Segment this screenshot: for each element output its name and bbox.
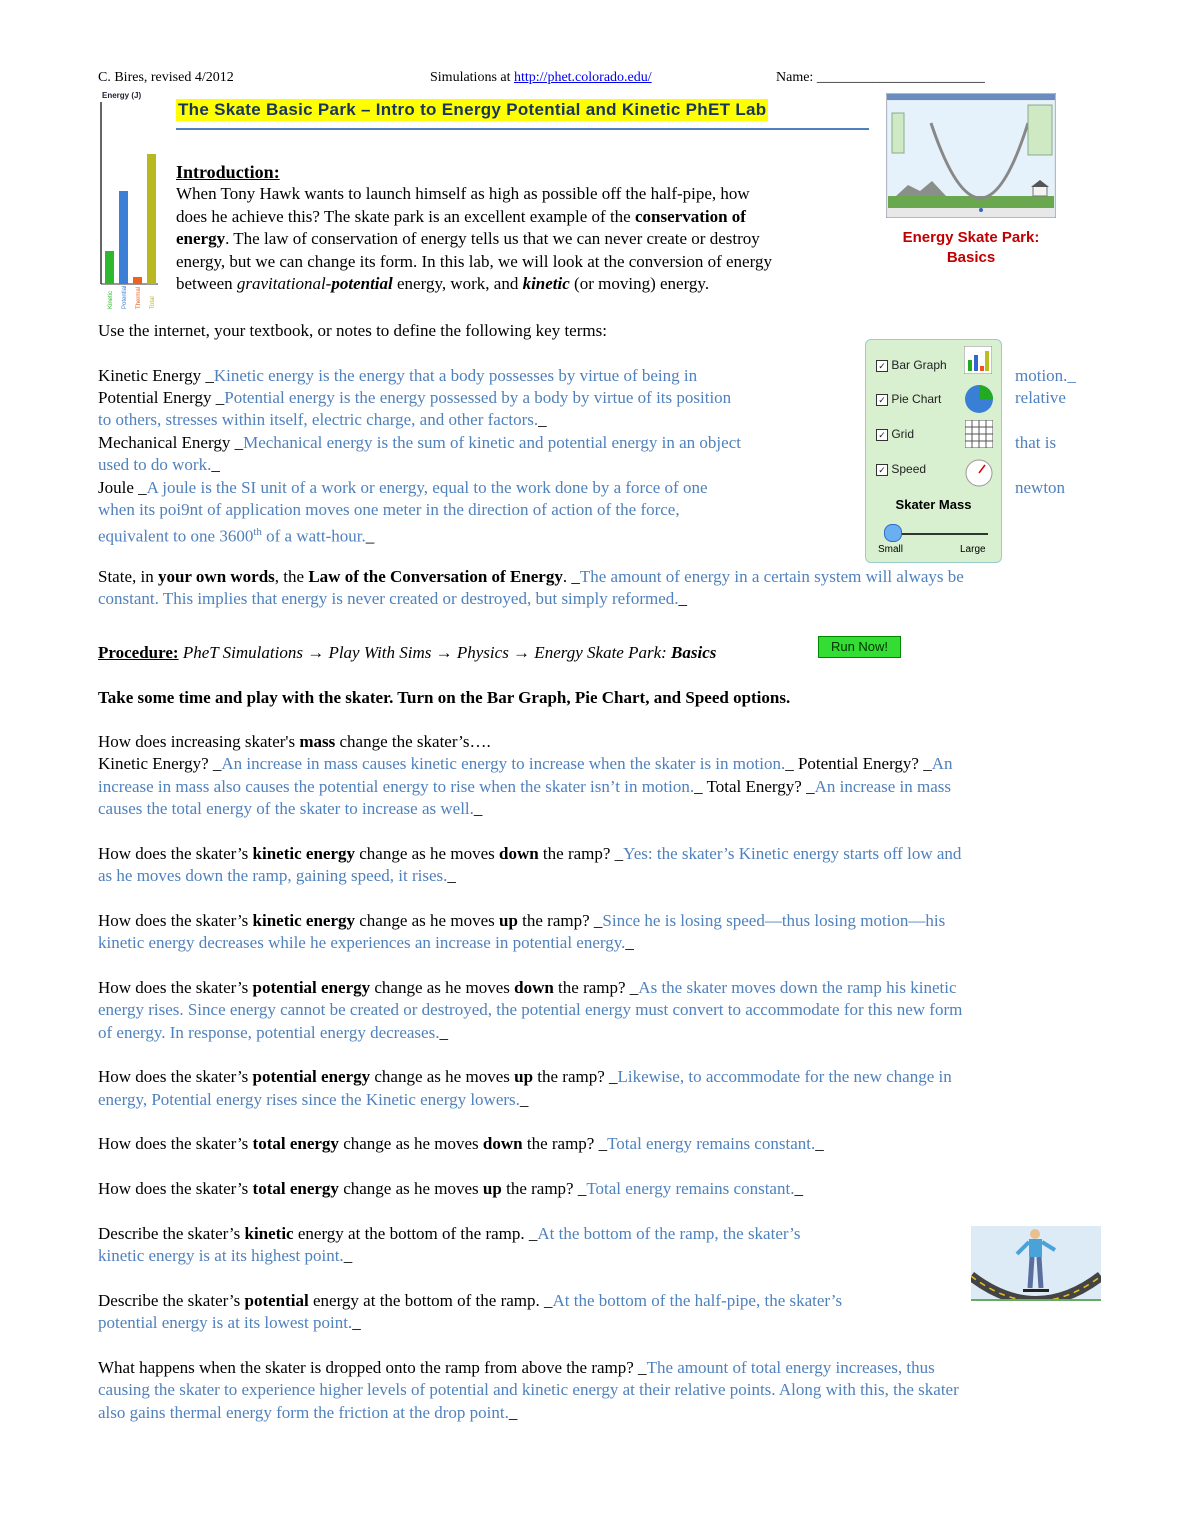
term-answer: used to do work. (98, 455, 212, 474)
law-answer-cont (98, 588, 1098, 610)
question-5 (98, 1133, 1098, 1155)
q-text: How does the skater’s (98, 844, 253, 863)
underscore: _ (508, 1403, 518, 1422)
q-text: How does the skater’s (98, 978, 253, 997)
answer: An increase in mass causes kinetic energy to increase when the skater is in motion. (221, 754, 786, 773)
pie-chart-icon (964, 384, 994, 414)
q-bold: kinetic (244, 1224, 294, 1243)
term-kinetic-end (1015, 365, 1076, 387)
checkbox-checked-icon[interactable]: ✓ (876, 464, 888, 476)
bar-graph-icon (964, 346, 992, 374)
answer: energy, Potential energy rises since the Kinetic energy lowers. (98, 1090, 520, 1109)
answer: Since he is losing speed—thus losing motion—his (602, 911, 946, 930)
mass-kinetic (98, 753, 1098, 775)
question-6 (98, 1178, 1098, 1200)
term-answer: Mechanical energy is the sum of kinetic and potential energy in an object (243, 433, 741, 452)
q-bold: up (514, 1067, 534, 1086)
q-bold: potential energy (252, 1067, 371, 1086)
answer: kinetic energy decreases while he experiences an increase in potential energy. (98, 933, 626, 952)
q-text: Kinetic Energy? _ (98, 754, 222, 773)
underscore: _ (439, 1023, 448, 1042)
intro-bold: conservation of (634, 206, 746, 226)
answer: At the bottom of the half-pipe, the skater’s (552, 1291, 843, 1310)
q-bold: down (482, 1134, 523, 1153)
underscore: _ (473, 799, 483, 818)
dropped-cont (98, 1379, 1098, 1401)
q-text: Describe the skater’s (98, 1291, 245, 1310)
q-text: change as he moves (338, 1134, 483, 1153)
procedure-label: Procedure: (98, 643, 179, 662)
procedure-line (98, 642, 1098, 664)
run-now-button[interactable]: Run Now! (818, 636, 901, 658)
term-answer: of a watt-hour. (261, 526, 366, 546)
answer: kinetic energy is at its highest point. (98, 1246, 344, 1265)
answer: At the bottom of the ramp, the skater’s (537, 1224, 801, 1243)
q-text: . _ (562, 567, 580, 586)
term-answer: Potential energy is the energy possessed by a body by virtue of its position (224, 388, 732, 407)
term-label: Mechanical Energy _ (98, 433, 244, 452)
instruction: Take some time and play with the skater. Turn on the Bar Graph, Pie Chart, and Speed options. (98, 688, 791, 707)
pie-chart-label: Pie Chart (891, 392, 942, 406)
checkbox-checked-icon[interactable]: ✓ (876, 394, 888, 406)
question-2-cont (98, 932, 1098, 954)
mass-slider-handle[interactable] (884, 524, 902, 542)
q-text: How does the skater’s (98, 911, 253, 930)
intro-line-4: energy, but we can change its form. In this lab, we will look at the conversion of energy (176, 251, 772, 271)
sim-thumbnail[interactable] (886, 93, 1056, 218)
q-text: change as he moves (370, 978, 515, 997)
term-answer: A joule is the SI unit of a work or energy, equal to the work done by a force of one (146, 478, 708, 497)
answer: constant. This implies that energy is never created or destroyed, but simply reformed. (98, 589, 679, 608)
question-3-cont2 (98, 1022, 1098, 1044)
skater-mass-label: Skater Mass (895, 497, 972, 512)
sim-site-line (430, 70, 652, 86)
q-bold: mass (299, 732, 336, 751)
phet-link[interactable]: http://phet.colorado.edu/ (514, 70, 652, 85)
intro-text: energy, work, and (392, 274, 523, 294)
procedure-path: PheT Simulations → Play With Sims → Physics → Energy Skate Park: (178, 643, 672, 662)
term-answer: equivalent to one 3600 (98, 526, 254, 546)
intro-text: (or moving) energy. (569, 274, 710, 294)
term-answer-sup: th (253, 526, 262, 538)
sim-caption-line-2: Basics (946, 249, 996, 266)
q-text: Describe the skater’s (98, 1224, 245, 1243)
chart-ylabel: Energy (J) (102, 91, 142, 100)
intro-line-1: When Tony Hawk wants to launch himself as high as possible off the half-pipe, how (176, 184, 750, 204)
q-bold: potential energy (252, 978, 371, 997)
mass-small-label: Small (878, 544, 904, 555)
intro-line-3 (176, 228, 772, 250)
answer: Total energy remains constant. (586, 1179, 795, 1198)
underscore: _ (519, 1090, 529, 1109)
q-text: the ramp? _ (538, 844, 624, 863)
q-text: change as he moves (370, 1067, 515, 1086)
answer: also gains thermal energy form the friction at the drop point. (98, 1403, 509, 1422)
skater-image (971, 1226, 1101, 1301)
energy-bar-chart (96, 88, 160, 310)
answer: The amount of energy in a certain system will always be (579, 567, 964, 586)
title-rule (176, 128, 869, 130)
q-text: _ Total Energy? _ (694, 777, 815, 796)
q-text: change as he moves (338, 1179, 483, 1198)
q-bold: up (498, 911, 518, 930)
page-title: The Skate Basic Park – Intro to Energy Potential and Kinetic PhET Lab (178, 100, 767, 119)
q-bold: total energy (252, 1179, 339, 1198)
q-text: the ramp? _ (533, 1067, 618, 1086)
underscore: _ (343, 1246, 353, 1265)
intro-text: . The law of conservation of energy tells us that we can never create or destroy (225, 229, 760, 249)
underscore: _ (447, 866, 456, 885)
energy-tick-label: Thermal (136, 286, 142, 309)
intro-bold: energy (176, 229, 226, 249)
mass-large-label: Large (960, 544, 986, 555)
grid-label: Grid (891, 427, 915, 441)
underscore: _ (211, 455, 220, 474)
underscore: _ (794, 1179, 803, 1198)
describe-potential (98, 1290, 1098, 1312)
grid-option[interactable] (876, 427, 914, 441)
law-question (98, 566, 1098, 588)
q-text: energy at the bottom of the ramp. _ (293, 1224, 538, 1243)
energy-tick-label: Kinetic (108, 290, 114, 309)
underscore: _ (625, 933, 634, 952)
energy-bar-kinetic (105, 251, 114, 284)
q-text: How does the skater’s (98, 1179, 253, 1198)
procedure-bold: Basics (671, 643, 717, 662)
mass-total (98, 798, 1098, 820)
answer: energy rises. Since energy cannot be created or destroyed, the potential energy must convert to accommodate for this new form (98, 1000, 963, 1019)
mass-question (98, 731, 1098, 753)
dropped-question (98, 1357, 1098, 1379)
mass-potential (98, 776, 1098, 798)
sim-prefix: Simulations at (430, 70, 514, 85)
term-answer: when its poi9nt of application moves one meter in the direction of action of the force, (98, 500, 680, 519)
underscore: _ (365, 526, 375, 546)
answer: Yes: the skater’s Kinetic energy starts off low and (623, 844, 962, 863)
answer: of energy. In response, potential energy decreases. (98, 1023, 440, 1042)
question-3 (98, 977, 1098, 999)
question-1-cont (98, 865, 1098, 887)
q-text: How does the skater’s (98, 1134, 253, 1153)
checkbox-checked-icon[interactable]: ✓ (876, 360, 888, 372)
term-label: Potential Energy _ (98, 388, 225, 407)
underscore: _ (678, 589, 688, 608)
describe-kinetic (98, 1223, 1098, 1245)
q-text: the ramp? _ (553, 978, 639, 997)
underscore: _ (815, 1134, 824, 1153)
answer: Total energy remains constant. (607, 1134, 816, 1153)
intro-italic: gravitational- (236, 274, 332, 294)
question-4-cont (98, 1089, 1098, 1111)
term-label: Kinetic Energy _ (98, 366, 214, 385)
answer: An increase in mass (814, 777, 952, 796)
speed-option[interactable] (876, 462, 926, 476)
energy-bar-total (147, 154, 156, 284)
intro-line-2 (176, 206, 772, 228)
q-bold: down (498, 844, 539, 863)
term-answer: Kinetic energy is the energy that a body possesses by virtue of being in (213, 366, 698, 385)
term-label: Joule _ (98, 478, 147, 497)
describe-kinetic-cont (98, 1245, 1098, 1267)
answer: Likewise, to accommodate for the new change in (617, 1067, 952, 1086)
checkbox-checked-icon[interactable]: ✓ (876, 429, 888, 441)
dropped-cont2 (98, 1402, 1098, 1424)
grid-icon (965, 420, 993, 448)
term-answer-end: motion._ (1015, 366, 1076, 385)
speed-label: Speed (891, 462, 927, 476)
q-bold: total energy (252, 1134, 339, 1153)
underscore: _ (538, 410, 547, 429)
answer: causes the total energy of the skater to increase as well. (98, 799, 474, 818)
q-bold: Law of the Conversation of Energy (308, 567, 563, 586)
answer: as he moves down the ramp, gaining speed, it rises. (98, 866, 448, 885)
intro-text: between (176, 274, 237, 294)
term-mechanical-end: that is (1015, 433, 1057, 452)
describe-potential-cont (98, 1312, 1098, 1334)
q-text: change as he moves (355, 911, 499, 930)
q-text: How does the skater’s (98, 1067, 253, 1086)
q-text: State, in (98, 567, 158, 586)
intro-bold-italic: potential (331, 274, 393, 294)
q-bold: down (514, 978, 554, 997)
q-text: the ramp? _ (522, 1134, 608, 1153)
energy-bar-thermal (133, 277, 142, 284)
q-text: the ramp? _ (517, 911, 603, 930)
q-text: change the skater’s…. (335, 732, 491, 751)
energy-tick-label: Potential (122, 285, 128, 309)
speedometer-icon (964, 458, 994, 488)
author-line: C. Bires, revised 4/2012 (98, 70, 234, 85)
term-joule-end: newton (1015, 478, 1066, 497)
intro-bold-italic: kinetic (522, 274, 570, 294)
sim-caption-line-1: Energy Skate Park: (902, 229, 1040, 246)
q-text: the ramp? _ (501, 1179, 587, 1198)
q-bold: kinetic energy (252, 844, 355, 863)
intro-text: does he achieve this? The skate park is an excellent example of the (176, 206, 635, 226)
answer: increase in mass also causes the potential energy to rise when the skater isn’t in motion. (98, 777, 695, 796)
underscore: _ (352, 1313, 361, 1332)
answer: As the skater moves down the ramp his kinetic (638, 978, 957, 997)
bar-graph-label: Bar Graph (891, 358, 947, 372)
pie-chart-option[interactable] (876, 392, 941, 406)
question-3-cont (98, 999, 1098, 1021)
q-text: change as he moves (355, 844, 499, 863)
energy-bar-potential (119, 191, 128, 284)
bar-graph-option[interactable] (876, 358, 947, 372)
define-prompt: Use the internet, your textbook, or notes to define the following key terms: (98, 321, 607, 340)
question-1 (98, 843, 1098, 865)
energy-tick-label: Total (150, 296, 156, 309)
q-bold: up (482, 1179, 502, 1198)
intro-block (176, 161, 772, 295)
question-2 (98, 910, 1098, 932)
sim-control-panel (865, 339, 1002, 563)
intro-heading: Introduction: (176, 162, 280, 182)
q-bold: potential (244, 1291, 309, 1310)
answer: The amount of total energy increases, thus (646, 1358, 935, 1377)
q-text: , the (274, 567, 309, 586)
answer: causing the skater to experience higher levels of potential and kinetic energy at their relative points. Along with this, the skater (98, 1380, 959, 1399)
q-bold: kinetic energy (252, 911, 355, 930)
answer: An (931, 754, 953, 773)
q-text: _ Potential Energy? _ (785, 754, 932, 773)
intro-line-5 (176, 273, 772, 295)
q-text: energy at the bottom of the ramp. _ (308, 1291, 553, 1310)
name-field: Name: ________________________ (776, 70, 985, 85)
sim-caption (886, 228, 1056, 268)
term-answer: to others, stresses within itself, electric charge, and other factors. (98, 410, 539, 429)
term-potential-end: relative (1015, 388, 1066, 407)
q-text: How does increasing skater's (98, 732, 300, 751)
q-bold: your own words (157, 567, 275, 586)
answer: potential energy is at its lowest point. (98, 1313, 353, 1332)
q-text: What happens when the skater is dropped onto the ramp from above the ramp? _ (98, 1358, 647, 1377)
question-4 (98, 1066, 1098, 1088)
